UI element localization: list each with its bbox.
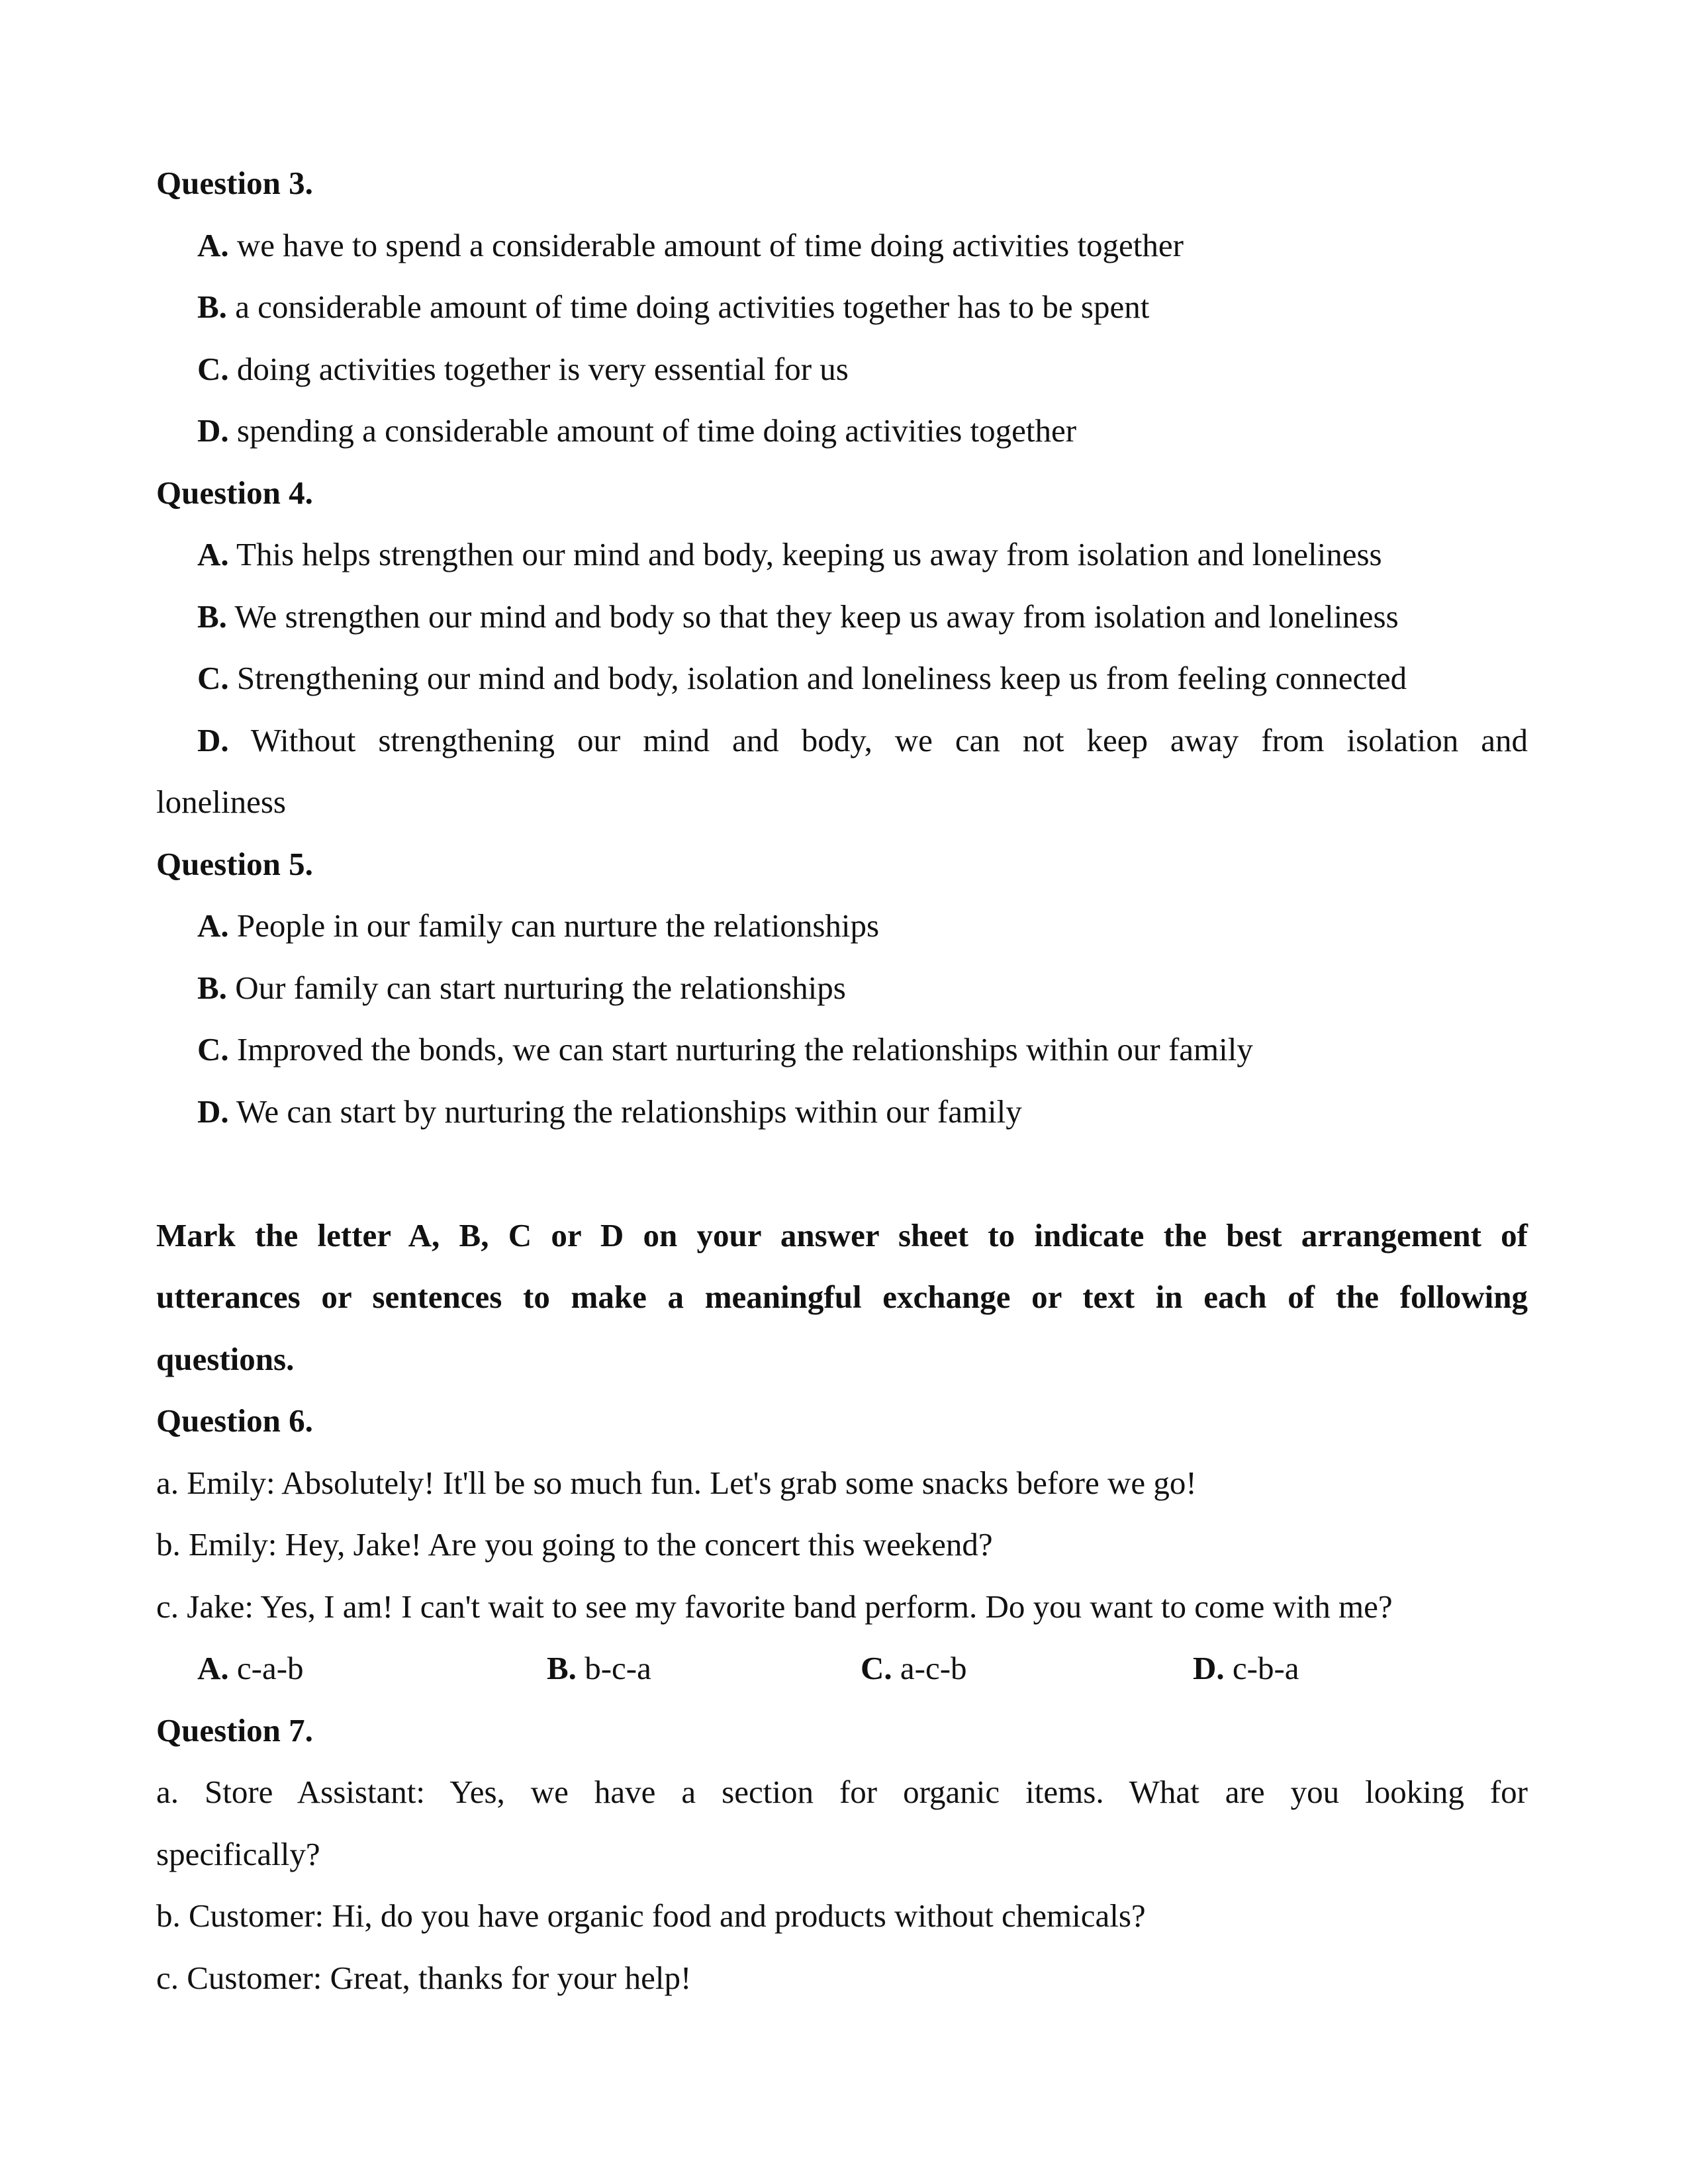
option-text: Strengthening our mind and body, isolation and loneliness keep us from feeling connected: [236, 660, 1407, 696]
question-5-option-a: [156, 895, 1528, 957]
question-6-option-a: [197, 1637, 304, 1700]
option-letter: B.: [197, 969, 227, 1006]
question-7-line-c: c. Customer: Great, thanks for your help!: [156, 1959, 692, 1996]
option-letter: C.: [861, 1650, 892, 1686]
option-text: spending a considerable amount of time doing activities together: [236, 412, 1077, 449]
document-page: [156, 152, 1528, 2009]
option-letter: A.: [197, 226, 229, 263]
option-text: Without strengthening our mind and body, we can not keep away from isolation and: [250, 721, 1528, 758]
question-4-option-d: [156, 709, 1528, 772]
option-text: we have to spend a considerable amount of time doing activities together: [236, 226, 1184, 263]
question-3-title: Question 3.: [156, 165, 313, 201]
question-5-option-c: [156, 1019, 1528, 1081]
option-text: We strengthen our mind and body so that they keep us away from isolation and loneliness: [234, 598, 1399, 635]
option-letter: B.: [547, 1650, 577, 1686]
option-text: Our family can start nurturing the relationships: [235, 969, 846, 1006]
question-6-option-b: [547, 1637, 651, 1700]
option-letter: D.: [1193, 1650, 1225, 1686]
option-text: We can start by nurturing the relationships within our family: [236, 1093, 1022, 1130]
question-4-title: Question 4.: [156, 474, 313, 511]
option-text: This helps strengthen our mind and body, keeping us away from isolation and loneliness: [236, 536, 1382, 572]
option-letter: D.: [197, 412, 229, 449]
question-4-option-d-continued: loneliness: [156, 784, 286, 820]
question-7-title: Question 7.: [156, 1711, 313, 1749]
option-letter: A.: [197, 536, 229, 572]
option-letter: C.: [197, 350, 229, 387]
option-letter: A.: [197, 907, 229, 944]
question-4-option-a: [156, 523, 1528, 586]
question-3-option-b: [156, 276, 1528, 338]
option-text: a considerable amount of time doing activities together has to be spent: [235, 289, 1150, 325]
option-letter: B.: [197, 289, 227, 325]
question-3-option-c: [156, 338, 1528, 400]
instruction-line-2: utterances or sentences to make a meaningful exchange or text in each of the following: [156, 1279, 1528, 1315]
question-6-options: [156, 1637, 1528, 1700]
question-6-option-d: [1193, 1637, 1299, 1700]
question-3-option-d: [156, 400, 1528, 462]
option-text: b-c-a: [585, 1650, 651, 1686]
question-6-title: Question 6.: [156, 1402, 313, 1439]
question-7-line-a: a. Store Assistant: Yes, we have a section for organic items. What are you looking for: [156, 1774, 1528, 1810]
option-text: Improved the bonds, we can start nurturing the relationships within our family: [236, 1031, 1253, 1068]
option-letter: C.: [197, 660, 229, 696]
option-text: a-c-b: [900, 1650, 967, 1686]
question-6-line-b: b. Emily: Hey, Jake! Are you going to the concert this weekend?: [156, 1526, 993, 1563]
option-letter: C.: [197, 1031, 229, 1068]
question-6-line-c: c. Jake: Yes, I am! I can't wait to see my favorite band perform. Do you want to come with me?: [156, 1588, 1393, 1625]
question-3-option-a: [156, 214, 1528, 277]
question-6-line-a: a. Emily: Absolutely! It'll be so much fun. Let's grab some snacks before we go!: [156, 1464, 1197, 1501]
option-text: c-a-b: [236, 1650, 304, 1686]
option-text: doing activities together is very essential for us: [236, 350, 849, 387]
question-5-option-b: [156, 957, 1528, 1019]
option-letter: D.: [197, 721, 229, 758]
question-6-option-c: [861, 1637, 967, 1700]
question-7-line-b: b. Customer: Hi, do you have organic food and products without chemicals?: [156, 1897, 1146, 1934]
option-letter: B.: [197, 598, 227, 635]
question-5-option-d: [156, 1081, 1528, 1143]
option-text: People in our family can nurture the relationships: [236, 907, 880, 944]
question-5-title: Question 5.: [156, 845, 313, 882]
question-4-option-b: [156, 586, 1528, 648]
instruction-line-1: Mark the letter A, B, C or D on your answer sheet to indicate the best arrangement of: [156, 1216, 1528, 1253]
option-letter: D.: [197, 1093, 229, 1130]
question-7-line-a-continued: specifically?: [156, 1835, 320, 1872]
question-4-option-c: [156, 647, 1528, 709]
section-spacer: [156, 1142, 1528, 1205]
instruction-line-3: questions.: [156, 1340, 295, 1377]
option-text: c-b-a: [1232, 1650, 1299, 1686]
option-letter: A.: [197, 1650, 229, 1686]
